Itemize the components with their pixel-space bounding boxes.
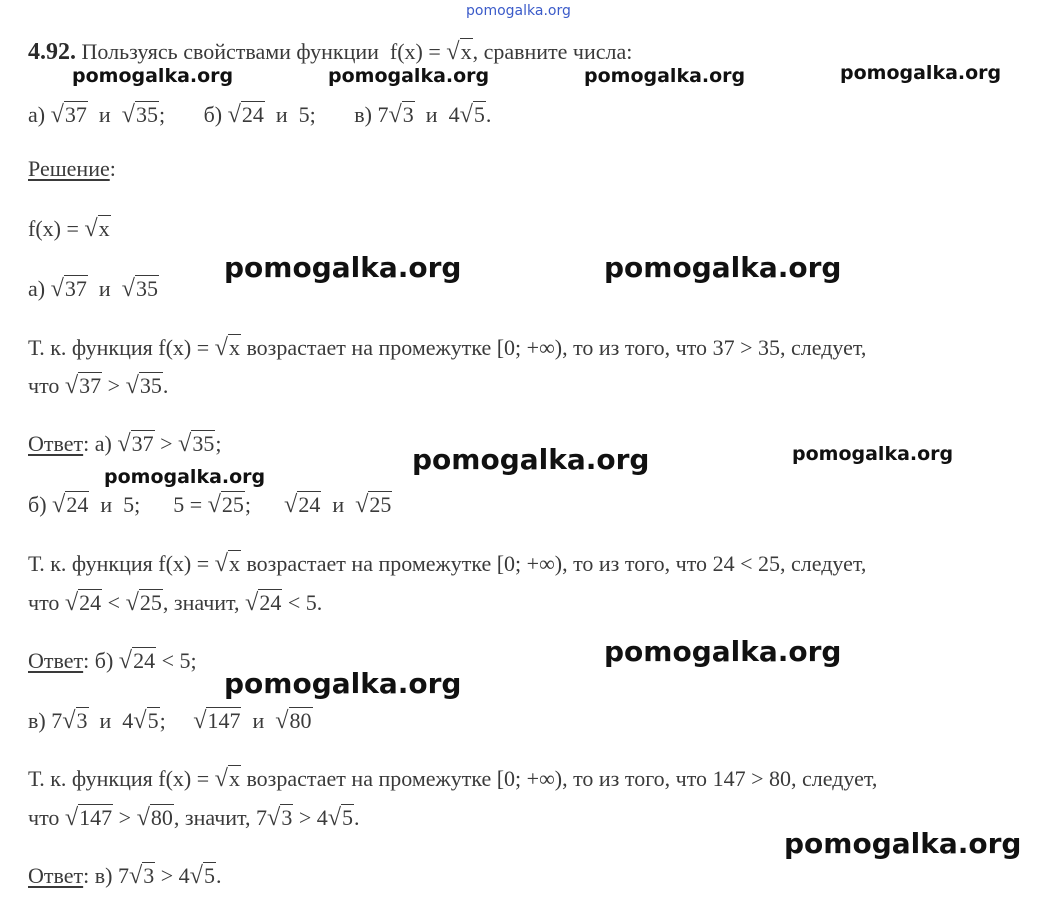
radicand: 24 — [241, 102, 264, 127]
semicolon: ; — [190, 648, 197, 673]
sqrt — [119, 649, 156, 673]
radical-sign: √ — [118, 647, 133, 674]
radical-sign: √ — [207, 491, 221, 518]
radicand: x — [228, 335, 240, 360]
part-a-reasoning-line2 — [28, 374, 168, 398]
sqrt — [51, 277, 88, 301]
radical-sign: √ — [355, 491, 369, 518]
radical-sign: √ — [62, 707, 76, 734]
number: 4 — [316, 805, 328, 830]
part-b-reasoning-line2 — [28, 591, 322, 615]
radicand: x — [228, 551, 240, 576]
conjunction: и — [264, 102, 299, 127]
function-definition — [28, 217, 111, 241]
solution-heading — [28, 158, 116, 180]
problem-parts — [28, 103, 491, 127]
period: . — [485, 102, 492, 127]
part-b-reasoning-line1 — [28, 552, 866, 576]
radical-sign: √ — [125, 372, 139, 399]
radicand: 5 — [203, 863, 215, 888]
sqrt — [389, 103, 415, 127]
problem-number: 4.92. — [28, 39, 76, 65]
radicand: 35 — [135, 276, 158, 301]
radical-sign: √ — [64, 804, 79, 831]
part-label: б) — [203, 102, 228, 127]
sqrt — [126, 374, 163, 398]
sqrt — [446, 40, 472, 64]
radicand: 35 — [135, 102, 158, 127]
sqrt — [122, 277, 159, 301]
radical-sign: √ — [446, 38, 460, 65]
part-label: б) — [28, 492, 53, 517]
sqrt — [133, 709, 159, 733]
operator: > — [155, 863, 179, 888]
conjunction: и — [88, 708, 123, 733]
number: 5 — [305, 590, 317, 615]
text: возрастает на промежутке [0; +∞), то из того, что — [240, 335, 713, 360]
sqrt — [129, 864, 155, 888]
period: . — [215, 863, 222, 888]
radicand: 37 — [79, 373, 102, 398]
radical-sign: √ — [214, 550, 228, 577]
text: 5 = — [173, 492, 208, 517]
radical-sign: √ — [227, 101, 241, 128]
radical-sign: √ — [64, 589, 79, 616]
text: , значит, — [173, 805, 257, 830]
radicand: 3 — [143, 863, 155, 888]
sqrt — [267, 806, 293, 830]
text: Т. к. функция f(x) = — [28, 766, 215, 791]
number: 5 — [298, 102, 310, 127]
sqrt — [51, 103, 88, 127]
period: . — [316, 590, 323, 615]
sqrt — [137, 806, 174, 830]
radicand: 25 — [369, 492, 392, 517]
text: , следует, — [790, 766, 878, 791]
radicand: 25 — [139, 590, 162, 615]
operator: > — [154, 431, 179, 456]
watermark: pomogalka.org — [604, 635, 842, 668]
radicand: 24 — [79, 590, 102, 615]
radicand: 147 — [79, 805, 113, 830]
sqrt — [65, 374, 102, 398]
sqrt — [190, 864, 216, 888]
sqrt — [52, 493, 89, 517]
conjunction: и — [241, 708, 276, 733]
radical-sign: √ — [284, 491, 298, 518]
heading-text: Решение — [28, 156, 110, 181]
radicand: 37 — [64, 276, 87, 301]
number: 4 — [448, 102, 460, 127]
sqrt — [122, 103, 159, 127]
radical-sign: √ — [214, 765, 228, 792]
radical-sign: √ — [133, 707, 147, 734]
part-b-heading — [28, 493, 392, 517]
sqrt — [215, 552, 241, 576]
radicand: 80 — [289, 708, 312, 733]
radicand: x — [460, 39, 472, 64]
semicolon: ; — [309, 102, 316, 127]
sqrt — [275, 709, 312, 733]
radicand: 37 — [64, 102, 87, 127]
part-label: в) — [28, 708, 52, 733]
sqrt — [178, 432, 215, 456]
statement-end: , сравните числа: — [472, 39, 633, 64]
part-label: а) — [28, 102, 51, 127]
radical-sign: √ — [64, 372, 79, 399]
part-label: в) — [354, 102, 378, 127]
text: что — [28, 373, 65, 398]
radical-sign: √ — [327, 804, 342, 831]
semicolon: ; — [158, 102, 166, 127]
problem-statement — [28, 40, 632, 64]
number: 4 — [122, 708, 134, 733]
comparison: 24 < 25 — [712, 551, 780, 576]
colon: : — [109, 156, 116, 181]
answer-label: Ответ — [28, 648, 84, 673]
sqrt — [208, 493, 245, 517]
radical-sign: √ — [189, 862, 203, 889]
radicand: 37 — [131, 431, 154, 456]
operator: < — [282, 590, 306, 615]
text: возрастает на промежутке [0; +∞), то из того, что — [240, 766, 713, 791]
watermark: pomogalka.org — [224, 251, 462, 284]
semicolon: ; — [159, 708, 166, 733]
text: что — [28, 805, 65, 830]
radicand: 35 — [192, 431, 215, 456]
radicand: 3 — [281, 805, 293, 830]
radical-sign: √ — [193, 707, 207, 734]
radicand: x — [228, 766, 240, 791]
conjunction: и — [321, 492, 356, 517]
number: 7 — [377, 102, 389, 127]
watermark: pomogalka.org — [72, 65, 234, 87]
operator: > — [293, 805, 317, 830]
text: : б) — [83, 648, 119, 673]
radicand: 24 — [259, 590, 282, 615]
comparison: 37 > 35 — [712, 335, 780, 360]
sqrt — [284, 493, 321, 517]
number: 5 — [179, 648, 191, 673]
radicand: 3 — [76, 708, 88, 733]
semicolon: ; — [215, 431, 222, 456]
text: Т. к. функция f(x) = — [28, 335, 215, 360]
part-c-answer — [28, 864, 221, 888]
radicand: 24 — [298, 492, 321, 517]
part-a-heading — [28, 277, 159, 301]
operator: > — [113, 805, 137, 830]
watermark: pomogalka.org — [840, 62, 1002, 84]
operator: < — [156, 648, 180, 673]
radical-sign: √ — [52, 491, 66, 518]
period: . — [354, 805, 360, 830]
watermark: pomogalka.org — [104, 466, 266, 488]
part-c-heading — [28, 709, 313, 733]
part-label: а) — [28, 276, 51, 301]
part-b-answer — [28, 649, 197, 673]
text: , значит, — [162, 590, 246, 615]
answer-label: Ответ — [28, 431, 84, 456]
number: 7 — [51, 708, 63, 733]
radicand: 80 — [150, 805, 173, 830]
radical-sign: √ — [121, 101, 135, 128]
radical-sign: √ — [267, 804, 281, 831]
radical-sign: √ — [50, 101, 64, 128]
sqrt — [460, 103, 486, 127]
radical-sign: √ — [84, 215, 98, 242]
part-a-answer — [28, 432, 221, 456]
sqrt — [62, 709, 88, 733]
radical-sign: √ — [117, 430, 131, 457]
radical-sign: √ — [50, 275, 64, 302]
sqrt — [65, 806, 113, 830]
sqrt — [65, 591, 102, 615]
watermark: pomogalka.org — [792, 443, 954, 465]
watermark: pomogalka.org — [784, 827, 1022, 860]
radical-sign: √ — [388, 101, 402, 128]
radical-sign: √ — [128, 862, 143, 889]
number: 7 — [256, 805, 268, 830]
radical-sign: √ — [121, 275, 135, 302]
radical-sign: √ — [275, 707, 289, 734]
radical-sign: √ — [136, 804, 150, 831]
sqrt — [117, 432, 154, 456]
text: возрастает на промежутке [0; +∞), то из того, что — [240, 551, 713, 576]
sqrt — [126, 591, 163, 615]
radicand: 5 — [473, 102, 485, 127]
watermark-top: pomogalka.org — [466, 3, 571, 19]
sqrt — [215, 767, 241, 791]
number: 4 — [178, 863, 190, 888]
radical-sign: √ — [125, 589, 139, 616]
sqrt — [355, 493, 392, 517]
radicand: x — [98, 216, 110, 241]
watermark: pomogalka.org — [328, 65, 490, 87]
operator: > — [102, 373, 126, 398]
period: . — [162, 373, 169, 398]
radicand: 24 — [133, 648, 156, 673]
sqrt — [328, 806, 354, 830]
radicand: 147 — [207, 708, 241, 733]
sqrt — [193, 709, 241, 733]
part-c-reasoning-line1 — [28, 767, 877, 791]
conjunction: и — [87, 102, 122, 127]
watermark: pomogalka.org — [604, 251, 842, 284]
radicand: 5 — [147, 708, 159, 733]
radicand: 35 — [139, 373, 162, 398]
radical-sign: √ — [178, 430, 192, 457]
part-c-reasoning-line2 — [28, 806, 360, 830]
func-text: f(x) = — [28, 216, 85, 241]
sqrt — [228, 103, 265, 127]
conjunction: и — [87, 276, 122, 301]
semicolon: ; — [134, 492, 141, 517]
statement-text: Пользуясь свойствами функции f(x) = — [81, 39, 447, 64]
part-a-reasoning-line1 — [28, 336, 866, 360]
text: , следует, — [779, 551, 867, 576]
radicand: 24 — [66, 492, 89, 517]
radical-sign: √ — [214, 334, 228, 361]
operator: < — [102, 590, 126, 615]
sqrt — [215, 336, 241, 360]
conjunction: и — [89, 492, 124, 517]
watermark: pomogalka.org — [584, 65, 746, 87]
radicand: 5 — [342, 805, 354, 830]
radicand: 3 — [402, 102, 414, 127]
text: что — [28, 590, 65, 615]
radicand: 25 — [221, 492, 244, 517]
radical-sign: √ — [245, 589, 259, 616]
text: : в) — [83, 863, 118, 888]
text: , следует, — [779, 335, 867, 360]
watermark: pomogalka.org — [412, 443, 650, 476]
conjunction: и — [414, 102, 449, 127]
sqrt — [245, 591, 282, 615]
comparison: 147 > 80 — [712, 766, 791, 791]
sqrt — [84, 217, 110, 241]
text: : а) — [83, 431, 118, 456]
answer-label: Ответ — [28, 863, 84, 888]
number: 5 — [123, 492, 135, 517]
text: Т. к. функция f(x) = — [28, 551, 215, 576]
semicolon: ; — [244, 492, 252, 517]
watermark: pomogalka.org — [224, 667, 462, 700]
number: 7 — [117, 863, 129, 888]
radical-sign: √ — [459, 101, 473, 128]
